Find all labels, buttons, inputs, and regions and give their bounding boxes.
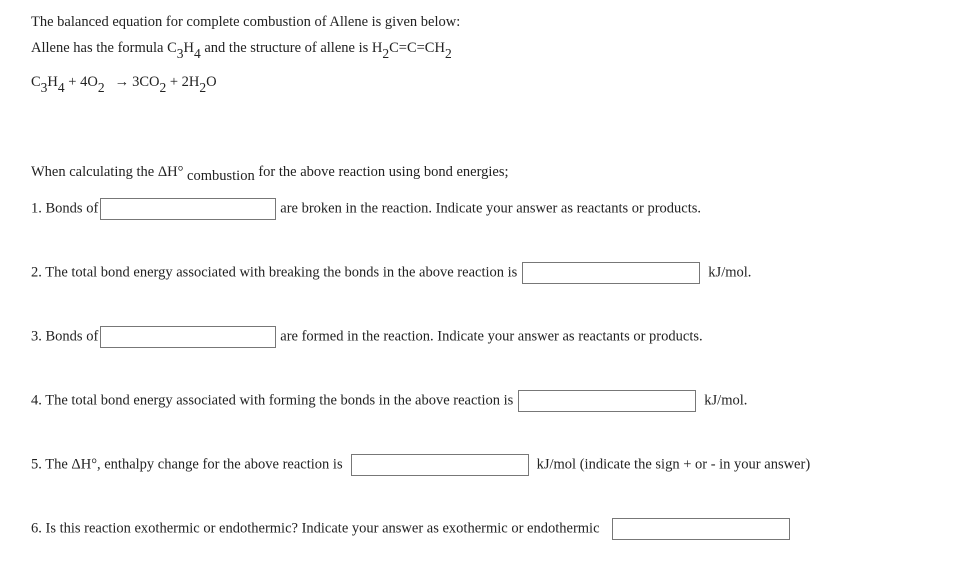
q6-answer-input[interactable] bbox=[612, 518, 790, 540]
eq-plus-h2o: + 2H bbox=[166, 74, 200, 90]
q2-prefix: 2. The total bond energy associated with breaking the bonds in the above reaction is bbox=[31, 264, 518, 281]
reaction-arrow-icon: → bbox=[114, 74, 130, 90]
q3-suffix: are formed in the reaction. Indicate your answer as reactants or products. bbox=[280, 328, 703, 345]
q1-prefix: 1. Bonds of bbox=[31, 200, 99, 217]
reaction-equation bbox=[31, 74, 217, 96]
question-2 bbox=[31, 262, 751, 284]
q5-answer-input[interactable] bbox=[351, 454, 529, 476]
q1-answer-input[interactable] bbox=[100, 198, 276, 220]
q5-suffix: kJ/mol (indicate the sign + or - in your answer) bbox=[536, 456, 811, 473]
q2-answer-input[interactable] bbox=[522, 262, 700, 284]
intro-line-1 bbox=[31, 14, 460, 31]
formula-h-subscript: 4 bbox=[194, 46, 201, 61]
calc-instruction bbox=[31, 164, 509, 184]
calc-subscript: combustion bbox=[183, 168, 255, 184]
intro-text-2-prefix: Allene has the formula bbox=[31, 40, 168, 56]
structure-h: H bbox=[371, 40, 383, 56]
eq-co2-subscript: 2 bbox=[159, 80, 167, 95]
q2-suffix: kJ/mol. bbox=[708, 264, 752, 281]
calc-prefix: When calculating the ΔH° bbox=[31, 164, 184, 180]
eq-c: C bbox=[31, 74, 41, 90]
eq-h: H bbox=[47, 74, 58, 90]
q3-answer-input[interactable] bbox=[100, 326, 276, 348]
eq-co2: 3CO bbox=[132, 74, 160, 90]
structure-mid: C=C=CH bbox=[389, 40, 445, 56]
formula-c: C bbox=[167, 40, 177, 56]
formula-c-subscript: 3 bbox=[176, 46, 184, 61]
q4-prefix: 4. The total bond energy associated with forming the bonds in the above reaction is bbox=[31, 392, 514, 409]
intro-line-2 bbox=[31, 40, 452, 62]
eq-plus-o2: + 4O bbox=[64, 74, 98, 90]
eq-o2-subscript: 2 bbox=[97, 80, 105, 95]
question-6 bbox=[31, 518, 790, 540]
structure-h-subscript: 2 bbox=[382, 46, 390, 61]
q4-answer-input[interactable] bbox=[518, 390, 696, 412]
formula-h: H bbox=[183, 40, 194, 56]
question-1 bbox=[31, 198, 701, 220]
eq-h2o-subscript: 2 bbox=[199, 80, 207, 95]
intro-text-2-mid: and the structure of allene is bbox=[200, 40, 372, 56]
question-4 bbox=[31, 390, 747, 412]
eq-h-subscript: 4 bbox=[57, 80, 65, 95]
eq-o: O bbox=[206, 74, 217, 90]
structure-end-subscript: 2 bbox=[444, 46, 452, 61]
q5-prefix: 5. The ΔH°, enthalpy change for the above reaction is bbox=[31, 456, 343, 473]
q1-suffix: are broken in the reaction. Indicate your answer as reactants or products. bbox=[280, 200, 702, 217]
calc-suffix: for the above reaction using bond energies; bbox=[254, 164, 509, 180]
q4-suffix: kJ/mol. bbox=[704, 392, 748, 409]
intro-text-1: The balanced equation for complete combustion of Allene is given below: bbox=[31, 14, 461, 30]
question-3 bbox=[31, 326, 703, 348]
q6-prefix: 6. Is this reaction exothermic or endothermic? Indicate your answer as exothermic or endothermic bbox=[31, 520, 600, 537]
question-5 bbox=[31, 454, 810, 476]
q3-prefix: 3. Bonds of bbox=[31, 328, 99, 345]
eq-c-subscript: 3 bbox=[40, 80, 48, 95]
